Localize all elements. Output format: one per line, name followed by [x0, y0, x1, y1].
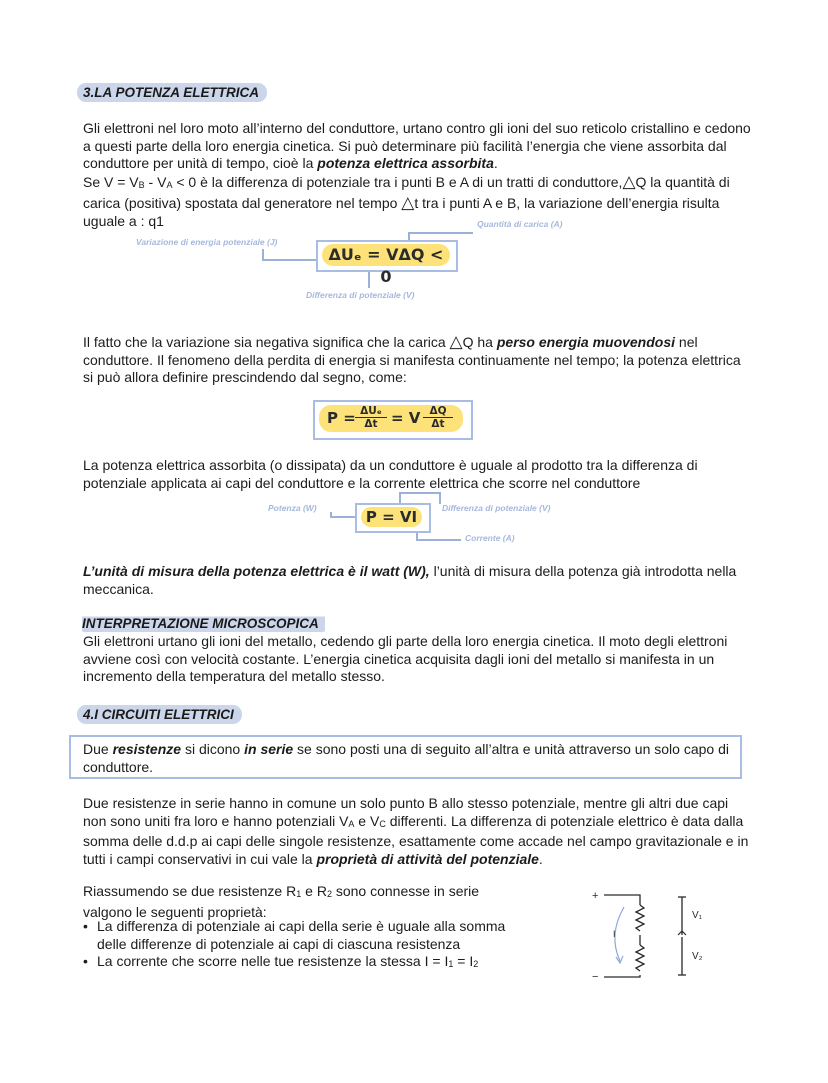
connector-line — [330, 516, 356, 518]
paragraph-microscopic: Gli elettroni urtano gli ioni del metallo, cedendo gli parte della loro energia cinetica. Il moto degli elettroni avviene così con velocità costante. L’energia cinetica acquisita dagli ioni del metallo si manifesta in un incremento della temperatura del metallo stesso. — [83, 633, 728, 685]
paragraph-series-potential — [83, 795, 751, 868]
paragraph-electron-motion — [83, 120, 751, 231]
fraction-numerator-1: ΔUₑ — [355, 406, 387, 418]
connector-line — [262, 259, 317, 261]
plus-terminal-label: + — [592, 890, 599, 902]
def-text-a: Due — [83, 741, 113, 757]
annotation-power: Potenza (W) — [268, 503, 317, 513]
section-3-heading — [77, 83, 267, 102]
paragraph-summary — [83, 883, 513, 921]
p2-text-b: - V — [144, 173, 167, 190]
fraction-denominator-1: Δt — [364, 418, 378, 430]
p2-text-a: Se V = V — [83, 173, 139, 190]
resistor-2-icon — [636, 945, 644, 971]
circuit-wire — [604, 975, 640, 977]
p6-text-c: differenti. La differenza di potenziale elettrico è data dalla somma delle d.d.p ai capi delle singole resistenze, esattamente come accade nel campo gravitazionale e in tutti i campi conservativi in cui vale la — [83, 812, 749, 867]
def-bold-resistenze: resistenze — [112, 741, 182, 757]
section-4-title: 4.I CIRCUITI ELETTRICI — [83, 707, 234, 722]
p6-sub-a: A — [348, 818, 355, 829]
current-arrow-icon — [615, 907, 624, 961]
def-text-c: si dicono — [181, 741, 245, 757]
annotation-current: Corrente (A) — [465, 533, 515, 543]
li2-text-b: = I — [453, 953, 474, 970]
list-item-text: La corrente che scorre nelle tue resistenze la stessa I = I — [97, 953, 449, 970]
fraction-numerator-2: ΔQ — [423, 406, 453, 418]
p2-sub-a: A — [166, 179, 173, 190]
p1-end: . — [493, 155, 498, 172]
p2-text-e: t tra i punti A e B, la variazione dell’energia risulta uguale a : q1 — [83, 195, 720, 229]
p7-text-a: Riassumendo se due resistenze R — [83, 883, 297, 899]
formula-energy-variation: ΔUₑ = VΔQ < 0 — [322, 244, 450, 266]
p7-text-b: e R — [301, 883, 327, 899]
minus-terminal-label: − — [592, 971, 599, 983]
def-bold-in-serie: in serie — [244, 741, 294, 757]
list-item — [83, 918, 533, 953]
formula-power-vi: P = VI — [361, 507, 422, 527]
paragraph-watt — [83, 563, 751, 598]
micro-title: INTERPRETAZIONE MICROSCOPICA — [82, 616, 319, 631]
paragraph-negative-variation — [83, 333, 751, 387]
p3-text-a: Il fatto che la variazione sia negativa significa che la carica — [83, 334, 450, 350]
p6-bold: proprietà di attività del potenziale — [316, 850, 539, 867]
list-item-text: La differenza di potenziale ai capi della serie è uguale alla somma delle differenze di potenziale ai capi di ciascuna resistenza — [97, 918, 506, 952]
formula-p: P = — [327, 409, 356, 427]
delta-icon: △ — [622, 171, 636, 191]
p1-text: Gli elettroni nel loro moto all’interno del conduttore, urtano contro gli ioni del suo reticolo cristallino e cedono a questi parte della loro energia cinetica. Si può determinare più facilità l’energia che viene assorbita dal conduttore per unità di tempo, cioè la — [83, 120, 751, 172]
p5-bold: L’unità di misura della potenza elettrica è il watt (W), — [83, 563, 430, 579]
list-item — [83, 953, 533, 974]
p5-text: l’unità di misura della potenza già introdotta nella meccanica. — [83, 563, 737, 597]
p6-sub-c: C — [379, 818, 386, 829]
p3-text-c: nel conduttore. Il fenomeno della perdita di energia si manifesta continuamente nel tempo; la potenza elettrica si può allora definire prescindendo dal segno, come: — [83, 334, 741, 386]
annotation-ddp-2: Differenza di potenziale (V) — [442, 503, 551, 513]
series-circuit-diagram — [580, 885, 720, 985]
connector-line — [399, 492, 441, 494]
p6-text-a: Due resistenze in serie hanno in comune un solo punto B allo stesso potenziale, mentre gli altri due capi non sono uniti fra loro e hanno potenziali V — [83, 795, 729, 829]
p2-text-c: < 0 è la differenza di potenziale tra i punti B e A di un tratti di conduttore, — [172, 173, 623, 190]
connector-line — [408, 232, 473, 234]
delta-icon: △ — [449, 332, 463, 351]
current-label: I — [613, 929, 616, 939]
formula-equals-v: = V — [391, 409, 421, 427]
p6-text-b: e V — [354, 812, 380, 829]
fraction-denominator-2: Δt — [431, 418, 445, 430]
resistor-1-icon — [636, 905, 644, 931]
p1-bold: potenza elettrica assorbita — [317, 155, 494, 172]
p2-sub-b: B — [138, 179, 145, 190]
p7-sub-1: 1 — [296, 889, 302, 899]
v1-label: V₁ — [692, 910, 703, 921]
definition-series — [83, 741, 733, 776]
connector-line — [330, 512, 332, 518]
li2-sub-1: 1 — [448, 959, 454, 970]
annotation-energy: Variazione di energia potenziale (J) — [136, 237, 278, 247]
section-3-title: 3.LA POTENZA ELETTRICA — [83, 85, 260, 100]
connector-line — [416, 539, 461, 541]
annotation-ddp: Differenza di potenziale (V) — [306, 290, 415, 300]
p3-text-b: Q ha — [462, 334, 497, 350]
properties-list — [83, 918, 533, 974]
p6-text-d: . — [538, 850, 543, 867]
v2-label: V₂ — [692, 951, 703, 962]
formula-power-definition — [319, 405, 463, 432]
circuit-wire — [604, 895, 640, 905]
paragraph-power-product: La potenza elettrica assorbita (o dissipata) da un conduttore è uguale al prodotto tra la differenza di potenziale applicata ai capi del conduttore e la corrente elettrica che scorre nel conduttore — [83, 457, 698, 491]
p7-sub-2: 2 — [326, 889, 332, 899]
micro-heading — [82, 615, 325, 632]
connector-line — [439, 492, 441, 504]
delta-icon: △ — [401, 193, 415, 213]
p2-text-d: Q la quantità di carica (positiva) spostata dal generatore nel tempo — [83, 173, 730, 212]
annotation-charge: Quantità di carica (A) — [477, 219, 563, 229]
li2-sub-2: 2 — [473, 959, 479, 970]
section-4-heading — [77, 705, 242, 724]
p7-text-c: sono connesse in serie valgono le seguenti proprietà: — [83, 883, 480, 920]
def-text-d: se sono posti una di seguito all’altra e unità attraverso un solo capo di conduttore. — [83, 741, 729, 775]
p3-bold: perso energia muovendosi — [496, 334, 676, 350]
